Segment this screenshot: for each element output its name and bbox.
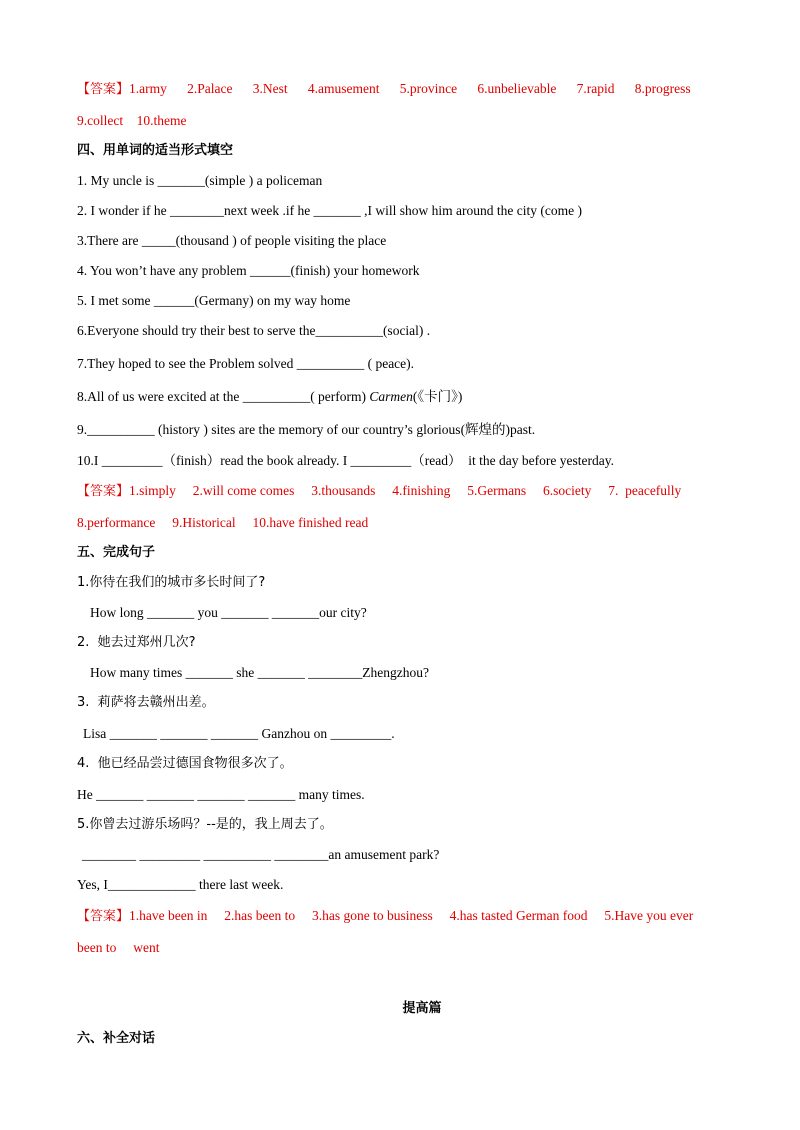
- section4-item-5: 5. I met some ______(Germany) on my way home: [77, 293, 351, 308]
- carmen-title: Carmen: [369, 389, 413, 404]
- section4-item-7: 7.They hoped to see the Problem solved __________ ( peace).: [77, 356, 415, 371]
- section5-item-4-en: He _______ _______ _______ _______ many times.: [77, 787, 365, 802]
- advanced-title: 提高篇: [402, 1001, 442, 1016]
- section5-item-2-cn: 2. 她去过郑州几次?: [77, 635, 196, 650]
- answer-label: 【答案】: [77, 82, 130, 97]
- section4-answer-line1: 【答案】1.simply 2.will come comes 3.thousands 4.finishing 5.Germans 6.society 7. peacefully: [77, 483, 682, 499]
- answer-label: 【答案】: [77, 909, 130, 924]
- section4-item-3: 3.There are _____(thousand ) of people visiting the place: [77, 233, 387, 248]
- section4-item-1: 1. My uncle is _______(simple ) a policeman: [77, 173, 323, 188]
- section5-item-5-en2: Yes, I_____________ there last week.: [77, 877, 284, 892]
- section5-heading: 五、完成句子: [77, 545, 156, 560]
- section4-item-10: 10.I _________（finish）read the book already. I _________（read） it the day before yesterday.: [77, 453, 614, 468]
- section5-item-3-en: Lisa _______ _______ _______ Ganzhou on _________.: [83, 726, 395, 741]
- section4-item-4: 4. You won’t have any problem ______(finish) your homework: [77, 263, 420, 278]
- section4-item-9: 9.__________ (history ) sites are the memory of our country’s glorious(辉煌的)past.: [77, 422, 536, 437]
- section5-item-5-en: ________ _________ __________ ________an amusement park?: [82, 847, 440, 862]
- section5-item-3-cn: 3. 莉萨将去赣州出差。: [77, 695, 215, 710]
- section5-item-5-cn: 5.你曾去过游乐场吗？--是的，我上周去了。: [77, 817, 333, 832]
- section4-item-2: 2. I wonder if he ________next week .if he _______ ,I will show him around the city (come ): [77, 203, 583, 218]
- section5-item-1-en: How long _______ you _______ _______our city?: [90, 605, 367, 620]
- answer-label: 【答案】: [77, 484, 130, 499]
- section4-item-8: 8.All of us were excited at the __________( perform) Carmen(《卡门》): [77, 389, 463, 404]
- section6-heading: 六、补全对话: [77, 1031, 156, 1046]
- section4-item-6: 6.Everyone should try their best to serve the__________(social) .: [77, 323, 431, 338]
- section3-answer-line2: 9.collect 10.theme: [77, 113, 187, 128]
- section4-heading: 四、用单词的适当形式填空: [77, 143, 234, 158]
- section4-answer-line2: 8.performance 9.Historical 10.have finished read: [77, 515, 369, 530]
- section5-answer-line1: 【答案】1.have been in 2.has been to 3.has gone to business 4.has tasted German food 5.Have you ever: [77, 908, 694, 924]
- section5-item-2-en: How many times _______ she _______ ________Zhengzhou?: [90, 665, 429, 680]
- section5-item-4-cn: 4. 他已经品尝过德国食物很多次了。: [77, 756, 293, 771]
- section5-item-1-cn: 1.你待在我们的城市多长时间了?: [77, 575, 266, 590]
- section3-answer-line1: 【答案】1.army 2.Palace 3.Nest 4.amusement 5.province 6.unbelievable 7.rapid 8.progress: [77, 81, 691, 97]
- section5-answer-line2: been to went: [77, 940, 160, 955]
